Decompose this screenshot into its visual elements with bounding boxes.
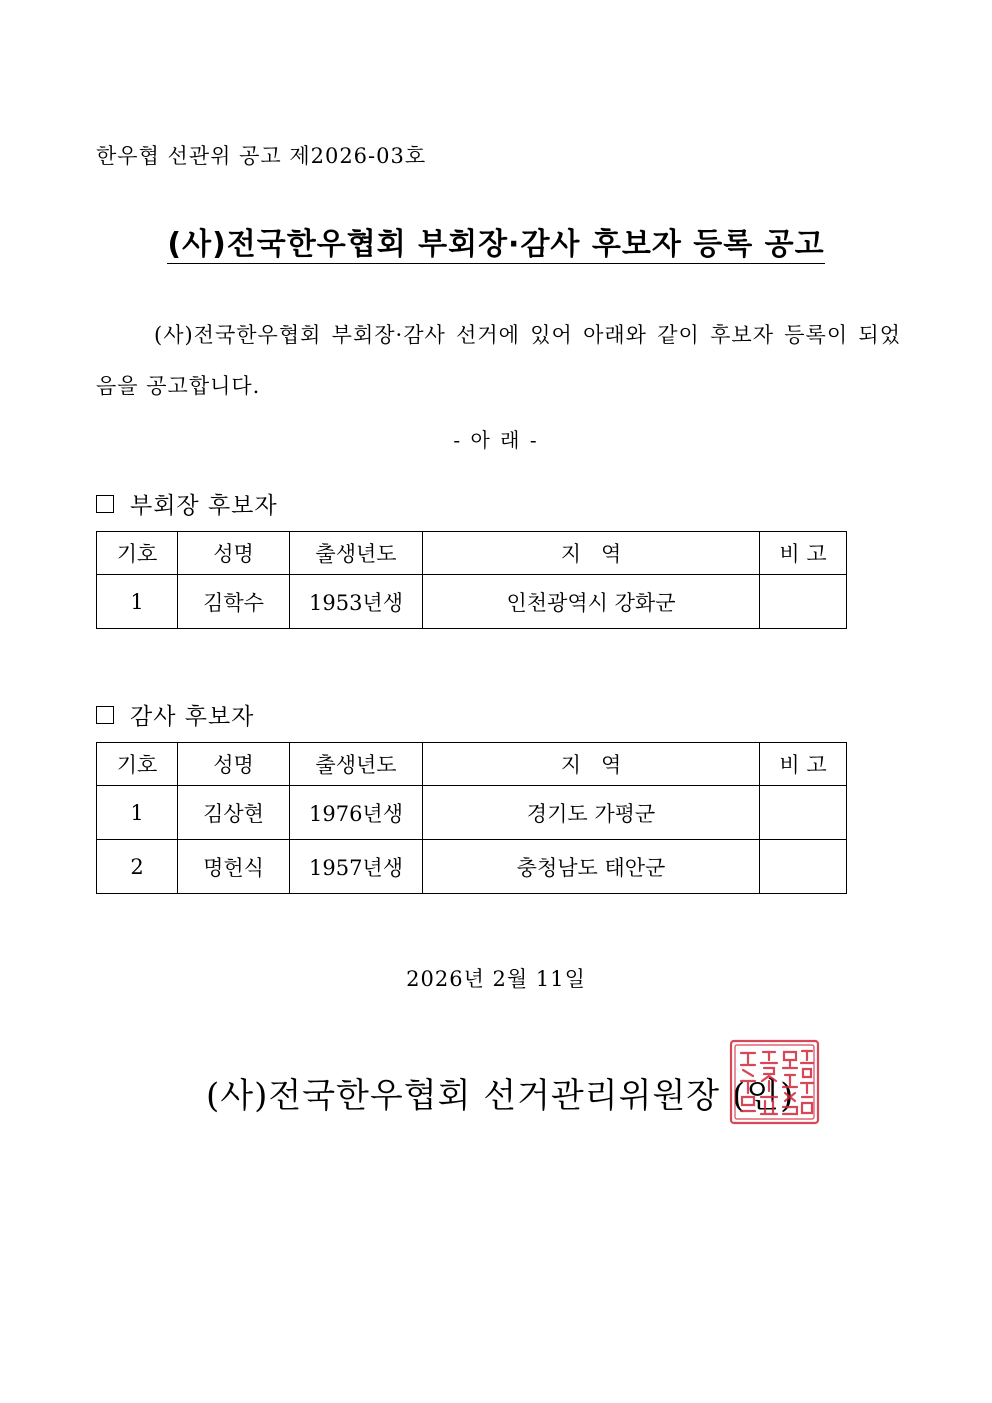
header-note: 비 고 [760, 532, 847, 575]
vice-president-table [96, 531, 847, 629]
cell-birth: 1976년생 [290, 786, 423, 840]
auditor-section-label: 감사 후보자 [130, 704, 255, 730]
checkbox-square-icon [96, 706, 114, 724]
header-no: 기호 [97, 532, 178, 575]
table-row [97, 786, 847, 840]
cell-no: 2 [97, 840, 178, 894]
signature-line: (사)전국한우협회 선거관리위원장 (인) [206, 1076, 795, 1116]
header-region: 지 역 [423, 532, 760, 575]
cell-region: 충청남도 태안군 [423, 840, 760, 894]
cell-region: 인천광역시 강화군 [423, 575, 760, 629]
notice-number: 한우협 선관위 공고 제2026-03호 [96, 144, 427, 168]
cell-name: 김상현 [178, 786, 290, 840]
document-title [0, 219, 992, 263]
header-birth: 출생년도 [290, 743, 423, 786]
cell-note [760, 575, 847, 629]
below-heading: - 아 래 - [453, 428, 539, 452]
auditor-table [96, 742, 847, 894]
checkbox-square-icon [96, 495, 114, 513]
issue-date: 2026년 2월 11일 [406, 967, 586, 991]
cell-birth: 1957년생 [290, 840, 423, 894]
header-birth: 출생년도 [290, 532, 423, 575]
cell-name: 명헌식 [178, 840, 290, 894]
table-row [97, 840, 847, 894]
vice-president-section-label: 부회장 후보자 [130, 493, 278, 519]
header-name: 성명 [178, 532, 290, 575]
header-no: 기호 [97, 743, 178, 786]
intro-text: (사)전국한우협회 부회장·감사 선거에 있어 아래와 같이 후보자 등록이 되었음을 공고합니다. [96, 323, 901, 398]
cell-name: 김학수 [178, 575, 290, 629]
table-header-row [97, 532, 847, 575]
header-name: 성명 [178, 743, 290, 786]
cell-region: 경기도 가평군 [423, 786, 760, 840]
table-row [97, 575, 847, 629]
cell-no: 1 [97, 786, 178, 840]
cell-no: 1 [97, 575, 178, 629]
auditor-section-title [96, 698, 254, 731]
header-region: 지 역 [423, 743, 760, 786]
table-header-row [97, 743, 847, 786]
intro-paragraph [96, 310, 901, 412]
official-seal-icon [727, 1037, 822, 1127]
cell-note [760, 840, 847, 894]
cell-note [760, 786, 847, 840]
vice-president-section-title [96, 487, 278, 520]
header-note: 비 고 [760, 743, 847, 786]
cell-birth: 1953년생 [290, 575, 423, 629]
document-title-text: (사)전국한우협회 부회장·감사 후보자 등록 공고 [167, 227, 825, 262]
